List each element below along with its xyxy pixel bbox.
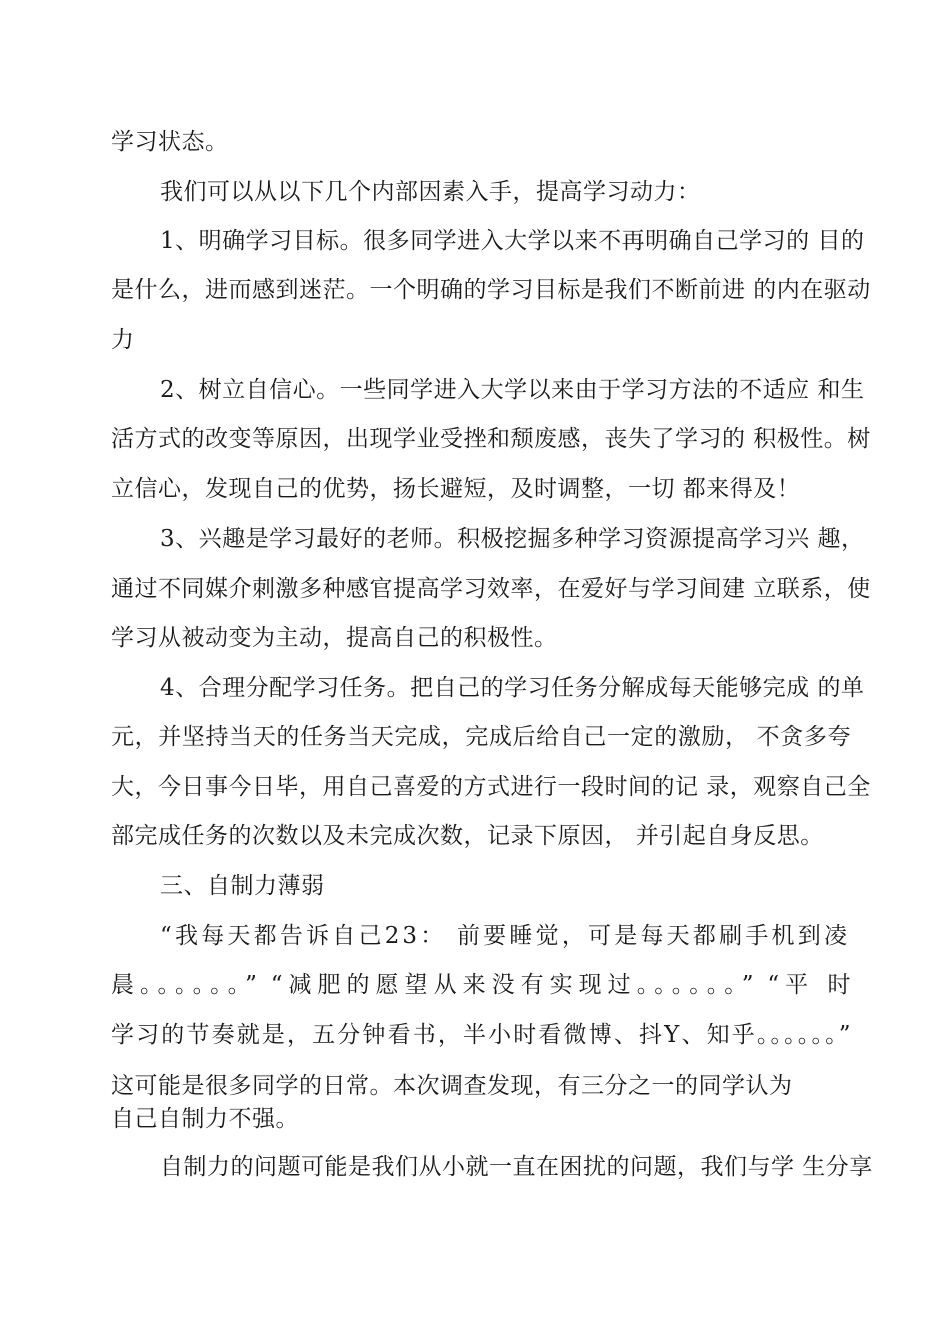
paragraph-line: 1、明确学习目标。很多同学进入大学以来不再明确自己学习的 目的	[160, 228, 865, 254]
paragraph-line: 晨。。。。。。” “减肥的愿望从来没有实现过。。。。。。” “平 时	[111, 972, 851, 998]
paragraph-line: “我每天都告诉自己23： 前要睡觉，可是每天都刷手机到凌	[160, 923, 850, 949]
section-heading: 三、自制力薄弱	[160, 873, 325, 899]
paragraph-line: 活方式的改变等原因，出现学业受挫和颓废感，丧失了学习的 积极性。树	[111, 426, 871, 452]
paragraph-line: 自己自制力不强。	[111, 1106, 299, 1132]
paragraph-line: 立信心，发现自己的优势，扬长避短，及时调整，一切 都来得及！	[111, 476, 801, 502]
paragraph-line: 通过不同媒介刺激多种感官提高学习效率，在爱好与学习间建 立联系，使	[111, 576, 871, 602]
paragraph-line: 学习从被动变为主动，提高自己的积极性。	[111, 625, 558, 651]
paragraph-line: 3、兴趣是学习最好的老师。积极挖掘多种学习资源提高学习兴 趣，	[160, 526, 865, 552]
paragraph-line: 大，今日事今日毕，用自己喜爱的方式进行一段时间的记 录，观察自己全	[111, 774, 871, 800]
paragraph-line: 元，并坚持当天的任务当天完成，完成后给自己一定的激励， 不贪多夸	[111, 724, 851, 750]
paragraph-line: 学习状态。	[111, 129, 229, 155]
paragraph-line: 这可能是很多同学的日常。本次调查发现，有三分之一的同学认为	[111, 1073, 793, 1099]
paragraph-line: 2、树立自信心。一些同学进入大学以来由于学习方法的不适应 和生	[160, 377, 865, 403]
paragraph-line: 部完成任务的次数以及未完成次数，记录下原因， 并引起自身反思。	[111, 823, 824, 849]
paragraph-line: 4、合理分配学习任务。把自己的学习任务分解成每天能够完成 的单	[160, 675, 865, 701]
paragraph-line: 我们可以从以下几个内部因素入手，提高学习动力：	[160, 179, 701, 205]
paragraph-line: 自制力的问题可能是我们从小就一直在困扰的问题，我们与学 生分享	[160, 1154, 873, 1180]
paragraph-line: 是什么，进而感到迷茫。一个明确的学习目标是我们不断前进 的内在驱动	[111, 277, 871, 303]
paragraph-line: 学习的节奏就是，五分钟看书，半小时看微博、抖Y、知乎。。。。。。”	[111, 1022, 851, 1048]
paragraph-line: 力	[111, 327, 135, 353]
